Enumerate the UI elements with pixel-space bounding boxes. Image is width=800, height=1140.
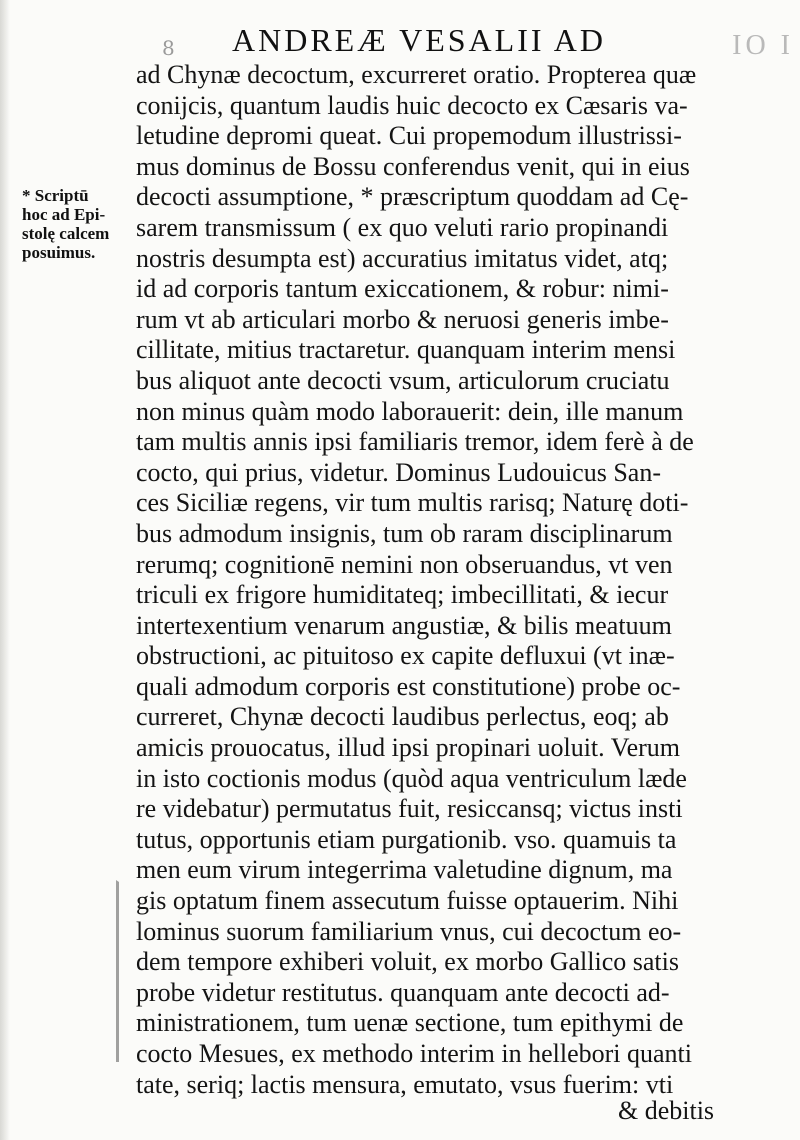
text-line: curreret, Chynæ decocti laudibus perlectus, eoq; ab (136, 702, 669, 732)
text-line: triculi ex frigore humiditateq; imbecillitati, & iecur (136, 580, 669, 610)
text-line: rum vt ab articulari morbo & neruosi generis imbe- (136, 304, 669, 334)
main-text-block (136, 60, 776, 1100)
text-line: id ad corporis tantum exiccationem, & robur: nimi- (136, 274, 669, 304)
text-line: dem tempore exhiberi voluit, ex morbo Gallico satis (136, 947, 679, 977)
text-line: letudine depromi queat. Cui propemodum illustrissi- (136, 121, 682, 151)
page-gutter-shadow (0, 0, 10, 1140)
text-line: lominus suorum familiarium vnus, cui decoctum eo- (136, 916, 682, 946)
text-line: sarem transmissum ( ex quo veluti rario propinandi (136, 212, 669, 242)
text-line: cillitate, mitius tractaretur. quanquam interim mensi (136, 335, 676, 365)
catchword: & debitis (618, 1096, 715, 1125)
text-line: men eum virum integerrima valetudine dignum, ma (136, 855, 673, 885)
text-line: bus admodum insignis, tum ob raram disciplinarum (136, 518, 673, 548)
text-line: ad Chynæ decoctum, excurreret oratio. Propterea quæ (136, 60, 697, 89)
text-line: intertexentium venarum angustiæ, & bilis meatuum (136, 610, 672, 640)
text-line: conijcis, quantum laudis huic decocto ex Cæsaris va- (136, 90, 688, 120)
text-line: rerumq; cognitionē nemini non obseruandus, vt ven (136, 549, 673, 579)
text-line: cocto Mesues, ex methodo interim in hellebori quanti (136, 1039, 692, 1068)
marginal-note-line: * Scriptū (22, 186, 89, 205)
marginal-note-line: hoc ad Epi- (22, 205, 106, 224)
text-line: in isto coctionis modus (quòd aqua ventriculum læde (136, 763, 687, 793)
text-line: gis optatum finem assecutum fuisse optauerim. Nihi (136, 886, 679, 916)
text-line: cocto, qui prius, videtur. Dominus Ludouicus San- (136, 457, 662, 487)
text-line: non minus quàm modo laborauerit: dein, ille manum (136, 396, 684, 426)
marginal-note (22, 186, 140, 262)
marginal-note-line: stolę calcem (22, 224, 110, 243)
folio-number: 8 (162, 36, 175, 60)
text-line: bus aliquot ante decocti vsum, articulorum cruciatu (136, 365, 670, 395)
text-line: decocti assumptione, * præscriptum quoddam ad Cę- (136, 182, 689, 212)
showthrough-text: IO I (732, 30, 794, 61)
text-line: re videbatur) permutatus fuit, resiccansq; victus insti (136, 794, 683, 824)
text-line: amicis prouocatus, illud ipsi propinari uoluit. Verum (136, 733, 681, 763)
marginal-note-line: posuimus. (22, 243, 96, 262)
text-line: tam multis annis ipsi familiaris tremor, idem ferè à de (136, 427, 694, 457)
text-line: ces Siciliæ regens, vir tum multis rarisq; Naturę doti- (136, 488, 689, 518)
text-line: tutus, opportunis etiam purgationib. vso. quamuis ta (136, 824, 677, 854)
text-line: nostris desumpta est) accuratius imitatus videt, atq; (136, 243, 669, 273)
text-line: ministrationem, tum uenæ sectione, tum epithymi de (136, 1008, 684, 1038)
text-line: probe videtur restitutus. quanquam ante decocti ad- (136, 977, 670, 1007)
text-line: tate, seriq; lactis mensura, emutato, vsus fuerim: vti (136, 1069, 674, 1099)
running-head: ANDREÆ VESALII AD (232, 22, 606, 58)
text-line: quali admodum corporis est constitutione) probe oc- (136, 671, 681, 701)
text-line: obstructioni, ac pituitoso ex capite defluxui (vt inæ- (136, 641, 675, 671)
margin-bracket-mark (116, 880, 133, 1062)
text-line: mus dominus de Bossu conferendus venit, qui in eius (136, 151, 690, 181)
